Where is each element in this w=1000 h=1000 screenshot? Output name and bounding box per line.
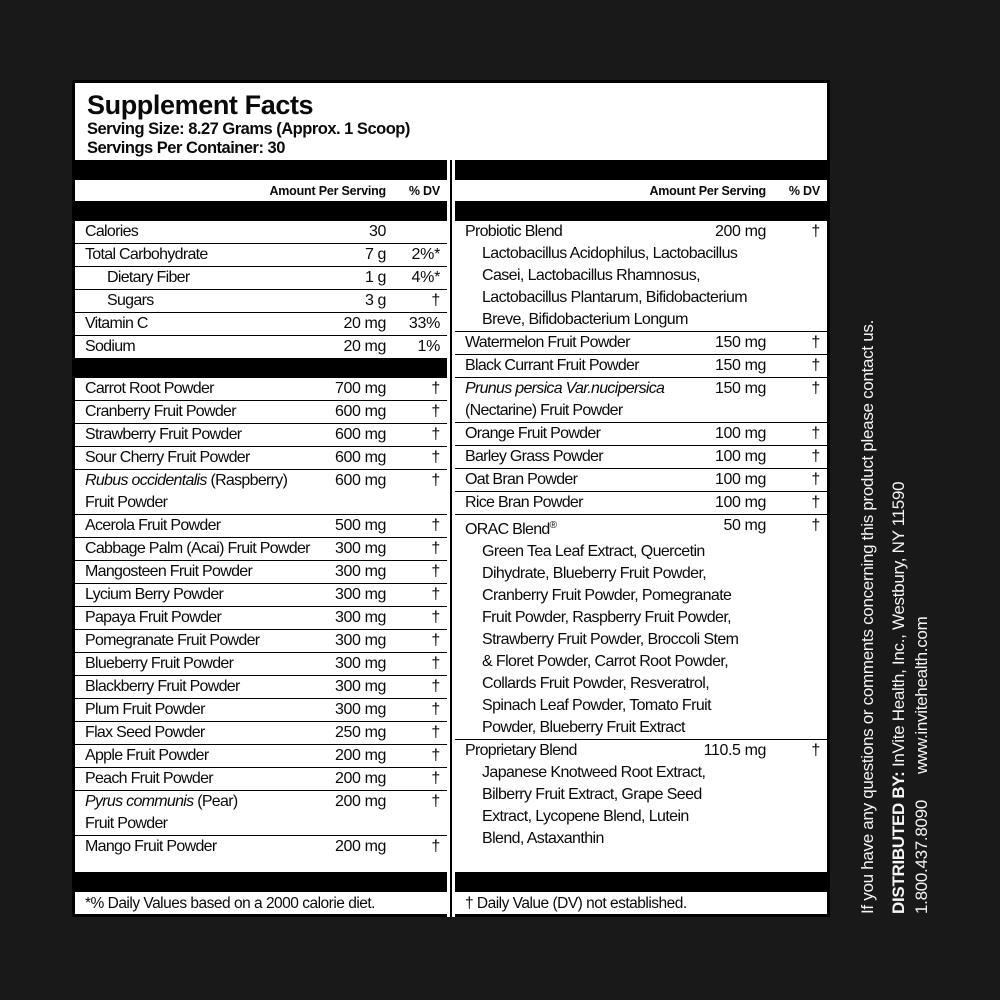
ingredient-dv: † <box>811 425 820 442</box>
registered-mark: ® <box>549 520 557 531</box>
ingredient-row <box>75 378 447 400</box>
ingredient-row <box>455 354 827 377</box>
ingredient-dv: † <box>431 655 440 672</box>
ingredient-name: Carrot Root Powder <box>85 380 214 397</box>
ingredient-name: Peach Fruit Powder <box>85 770 213 787</box>
ingredient-name: Apple Fruit Powder <box>85 747 209 764</box>
ingredient-amount: 600 mg <box>335 449 386 466</box>
ingredient-row <box>75 312 447 335</box>
ingredient-row <box>75 652 447 675</box>
sub-ingredients-line: Breve, Bifidobacterium Longum <box>482 311 688 328</box>
ingredient-row <box>75 289 447 312</box>
ingredient-row <box>455 331 827 354</box>
ingredient-amount: 100 mg <box>715 471 766 488</box>
ingredient-name-line2: (Nectarine) Fruit Powder <box>465 402 623 419</box>
amount-header-label: Amount Per Serving <box>269 183 386 198</box>
ingredient-row <box>75 721 447 744</box>
ingredient-dv: 2%* <box>411 246 440 263</box>
ingredient-dv: † <box>811 334 820 351</box>
ingredient-name: Acerola Fruit Powder <box>85 517 221 534</box>
ingredient-name: Strawberry Fruit Powder <box>85 426 242 443</box>
ingredient-row <box>455 491 827 514</box>
ingredient-dv: † <box>431 678 440 695</box>
ingredient-row <box>75 446 447 469</box>
ingredient-row <box>75 335 447 358</box>
ingredient-name: Cranberry Fruit Powder <box>85 403 236 420</box>
ingredient-name: Rubus occidentalis (Raspberry) <box>85 472 288 489</box>
ingredient-name: Vitamin C <box>85 315 148 332</box>
ingredient-row <box>75 767 447 790</box>
contact-line: If you have any questions or comments concerning this product please contact us. <box>858 319 877 914</box>
ingredient-name: Calories <box>85 223 139 240</box>
ingredient-dv: † <box>811 223 820 240</box>
website-url: www.invitehealth.com <box>912 616 931 775</box>
ingredient-dv: † <box>431 472 440 489</box>
ingredient-dv: † <box>811 494 820 511</box>
amount-header-label: Amount Per Serving <box>649 183 766 198</box>
column-divider-line <box>447 160 455 872</box>
ingredient-amount: 100 mg <box>715 448 766 465</box>
ingredient-row <box>75 243 447 266</box>
ingredient-name: Mangosteen Fruit Powder <box>85 563 253 580</box>
ingredient-name: Orange Fruit Powder <box>465 425 601 442</box>
ingredient-dv: 1% <box>417 338 440 355</box>
ingredient-dv: † <box>811 357 820 374</box>
ingredient-row <box>75 400 447 423</box>
ingredient-name: Rice Bran Powder <box>465 494 583 511</box>
ingredient-row <box>455 445 827 468</box>
ingredient-amount: 300 mg <box>335 678 386 695</box>
facts-title: Supplement Facts <box>87 90 314 120</box>
ingredient-row <box>75 790 447 835</box>
ingredient-amount: 100 mg <box>715 425 766 442</box>
ingredient-amount: 600 mg <box>335 426 386 443</box>
sub-ingredients-line: Powder, Blueberry Fruit Extract <box>482 719 685 736</box>
ingredient-dv: † <box>431 793 440 810</box>
ingredient-name-latin: Rubus occidentalis <box>85 472 207 489</box>
ingredient-row <box>75 537 447 560</box>
ingredient-amount: 300 mg <box>335 563 386 580</box>
ingredient-dv: † <box>431 380 440 397</box>
ingredient-dv: † <box>431 449 440 466</box>
ingredient-row <box>75 629 447 652</box>
sub-ingredients-line: Fruit Powder, Raspberry Fruit Powder, <box>482 609 732 626</box>
ingredient-row <box>455 468 827 491</box>
right-column <box>455 160 827 872</box>
ingredient-name: Probiotic Blend <box>465 223 563 240</box>
ingredient-amount: 30 <box>369 223 386 240</box>
ingredient-amount: 250 mg <box>335 724 386 741</box>
ingredient-amount: 20 mg <box>343 338 386 355</box>
ingredient-name-latin: Prunus persica Var.nucipersica <box>465 380 665 397</box>
ingredient-name-latin: Pyrus communis <box>85 793 194 810</box>
ingredient-row <box>455 377 827 422</box>
ingredient-row <box>75 514 447 537</box>
ingredient-row <box>75 744 447 767</box>
ingredient-row <box>455 514 827 739</box>
ingredient-name-line2: Fruit Powder <box>85 494 168 511</box>
ingredient-dv: † <box>811 448 820 465</box>
ingredient-name: Sour Cherry Fruit Powder <box>85 449 250 466</box>
sub-ingredients-line: Spinach Leaf Powder, Tomato Fruit <box>482 697 711 714</box>
distributor-line <box>887 84 910 914</box>
ingredient-name: Barley Grass Powder <box>465 448 603 465</box>
side-text <box>856 84 933 914</box>
ingredient-dv: † <box>431 770 440 787</box>
serving-size: Serving Size: 8.27 Grams (Approx. 1 Scoop) <box>87 120 410 138</box>
ingredient-row <box>455 422 827 445</box>
ingredient-name: Proprietary Blend <box>465 742 577 759</box>
ingredient-amount: 3 g <box>364 292 386 309</box>
ingredient-name: Lycium Berry Powder <box>85 586 224 603</box>
ingredient-name: Oat Bran Powder <box>465 471 578 488</box>
ingredient-amount: 300 mg <box>335 701 386 718</box>
distributed-by-label: DISTRIBUTED BY: <box>889 771 908 914</box>
ingredient-name: Mango Fruit Powder <box>85 838 217 855</box>
label-header <box>75 83 827 160</box>
ingredient-dv: † <box>811 742 820 759</box>
ingredient-amount: 200 mg <box>335 793 386 810</box>
dv-header-label: % DV <box>788 183 820 198</box>
section-bar <box>75 201 447 221</box>
sub-ingredients-line: Japanese Knotweed Root Extract, <box>482 764 706 781</box>
facts-table <box>75 160 827 917</box>
footnote-bar <box>75 872 447 892</box>
ingredient-name: ORAC Blend® <box>465 520 557 538</box>
ingredient-amount: 50 mg <box>723 517 766 534</box>
ingredient-dv: † <box>431 403 440 420</box>
ingredient-name: Cabbage Palm (Acai) Fruit Powder <box>85 540 310 557</box>
ingredient-dv: † <box>431 292 440 309</box>
ingredient-amount: 300 mg <box>335 540 386 557</box>
ingredient-row <box>75 583 447 606</box>
section-bar <box>75 160 447 180</box>
ingredient-amount: 200 mg <box>335 770 386 787</box>
footnote-left: *% Daily Values based on a 2000 calorie diet. <box>85 895 375 912</box>
sub-ingredients-line: Green Tea Leaf Extract, Quercetin <box>482 543 705 560</box>
ingredient-name: Watermelon Fruit Powder <box>465 334 630 351</box>
ingredient-name: Plum Fruit Powder <box>85 701 205 718</box>
ingredient-name-line2: Fruit Powder <box>85 815 168 832</box>
ingredient-dv: † <box>431 426 440 443</box>
ingredient-name: Pyrus communis (Pear) <box>85 793 238 810</box>
ingredient-dv: † <box>431 838 440 855</box>
ingredient-dv: † <box>431 724 440 741</box>
ingredient-dv: † <box>431 540 440 557</box>
ingredient-row <box>75 835 447 858</box>
ingredient-name: Dietary Fiber <box>107 269 190 286</box>
ingredient-amount: 300 mg <box>335 632 386 649</box>
ingredient-dv: † <box>811 380 820 397</box>
ingredient-dv: † <box>431 517 440 534</box>
ingredient-amount: 300 mg <box>335 609 386 626</box>
ingredient-row <box>455 221 827 331</box>
ingredient-row <box>75 560 447 583</box>
contact-details-line <box>910 84 933 914</box>
ingredient-name: Total Carbohydrate <box>85 246 208 263</box>
ingredient-row <box>75 423 447 446</box>
sub-ingredients-line: & Floret Powder, Carrot Root Powder, <box>482 653 729 670</box>
sub-ingredients-line: Lactobacillus Acidophilus, Lactobacillus <box>482 245 738 262</box>
ingredient-name: Pomegranate Fruit Powder <box>85 632 260 649</box>
ingredient-amount: 300 mg <box>335 586 386 603</box>
section-bar <box>75 358 447 378</box>
column-header <box>75 180 447 201</box>
column-divider-line <box>447 872 455 892</box>
ingredient-amount: 200 mg <box>335 838 386 855</box>
ingredient-amount: 7 g <box>364 246 386 263</box>
ingredient-amount: 100 mg <box>715 494 766 511</box>
ingredient-name <box>465 378 694 400</box>
sub-ingredients-line: Lactobacillus Plantarum, Bifidobacterium <box>482 289 748 306</box>
ingredient-name: Papaya Fruit Powder <box>85 609 222 626</box>
sub-ingredients-line: Extract, Lycopene Blend, Lutein <box>482 808 689 825</box>
ingredient-name: Black Currant Fruit Powder <box>465 357 639 374</box>
column-header <box>455 180 827 201</box>
ingredient-amount: 110.5 mg <box>703 742 766 759</box>
sub-ingredients-line: Collards Fruit Powder, Resveratrol, <box>482 675 710 692</box>
sub-ingredients-line: Bilberry Fruit Extract, Grape Seed <box>482 786 702 803</box>
ingredient-dv: † <box>431 747 440 764</box>
ingredient-amount: 600 mg <box>335 403 386 420</box>
ingredient-amount: 700 mg <box>335 380 386 397</box>
ingredient-row <box>75 469 447 514</box>
distributed-by-value: InVite Health, Inc., Westbury, NY 11590 <box>889 481 908 772</box>
ingredient-name: Sodium <box>85 338 136 355</box>
ingredient-amount: 150 mg <box>715 334 766 351</box>
sub-ingredients-line: Strawberry Fruit Powder, Broccoli Stem <box>482 631 739 648</box>
ingredient-amount: 600 mg <box>335 472 386 489</box>
sub-ingredients-line: Dihydrate, Blueberry Fruit Powder, <box>482 565 707 582</box>
ingredient-name: Sugars <box>107 292 154 309</box>
ingredient-amount: 500 mg <box>335 517 386 534</box>
ingredient-amount: 150 mg <box>715 380 766 397</box>
ingredient-amount: 150 mg <box>715 357 766 374</box>
footnote-bar <box>455 872 827 892</box>
ingredient-dv: † <box>431 609 440 626</box>
ingredient-row <box>75 606 447 629</box>
ingredient-row <box>75 698 447 721</box>
ingredient-name: Blueberry Fruit Powder <box>85 655 234 672</box>
section-bar <box>455 160 827 180</box>
footnote-right: † Daily Value (DV) not established. <box>465 895 687 912</box>
ingredient-row <box>75 675 447 698</box>
ingredient-dv: † <box>431 632 440 649</box>
column-divider-line <box>447 892 455 917</box>
ingredient-dv: † <box>431 563 440 580</box>
left-column <box>75 160 447 872</box>
ingredient-amount: 300 mg <box>335 655 386 672</box>
supplement-facts-panel <box>72 80 830 917</box>
ingredient-dv: † <box>431 701 440 718</box>
ingredient-dv: † <box>431 586 440 603</box>
sub-ingredients-line: Casei, Lactobacillus Rhamnosus, <box>482 267 700 284</box>
ingredient-row <box>75 266 447 289</box>
sub-ingredients-line: Cranberry Fruit Powder, Pomegranate <box>482 587 732 604</box>
ingredient-name: Blackberry Fruit Powder <box>85 678 240 695</box>
ingredient-name: Flax Seed Powder <box>85 724 205 741</box>
ingredient-dv: 4%* <box>411 269 440 286</box>
ingredient-dv: † <box>811 471 820 488</box>
phone-number: 1.800.437.8090 <box>912 800 931 914</box>
dv-header-label: % DV <box>408 183 440 198</box>
ingredient-amount: 200 mg <box>335 747 386 764</box>
ingredient-amount: 200 mg <box>715 223 766 240</box>
ingredient-dv: 33% <box>408 315 440 332</box>
ingredient-row <box>75 221 447 243</box>
ingredient-dv: † <box>811 517 820 534</box>
servings-per-container: Servings Per Container: 30 <box>87 139 285 157</box>
section-bar <box>455 201 827 221</box>
sub-ingredients-line: Blend, Astaxanthin <box>482 830 604 847</box>
ingredient-amount: 20 mg <box>343 315 386 332</box>
ingredient-amount: 1 g <box>364 269 386 286</box>
ingredient-row <box>455 739 827 850</box>
